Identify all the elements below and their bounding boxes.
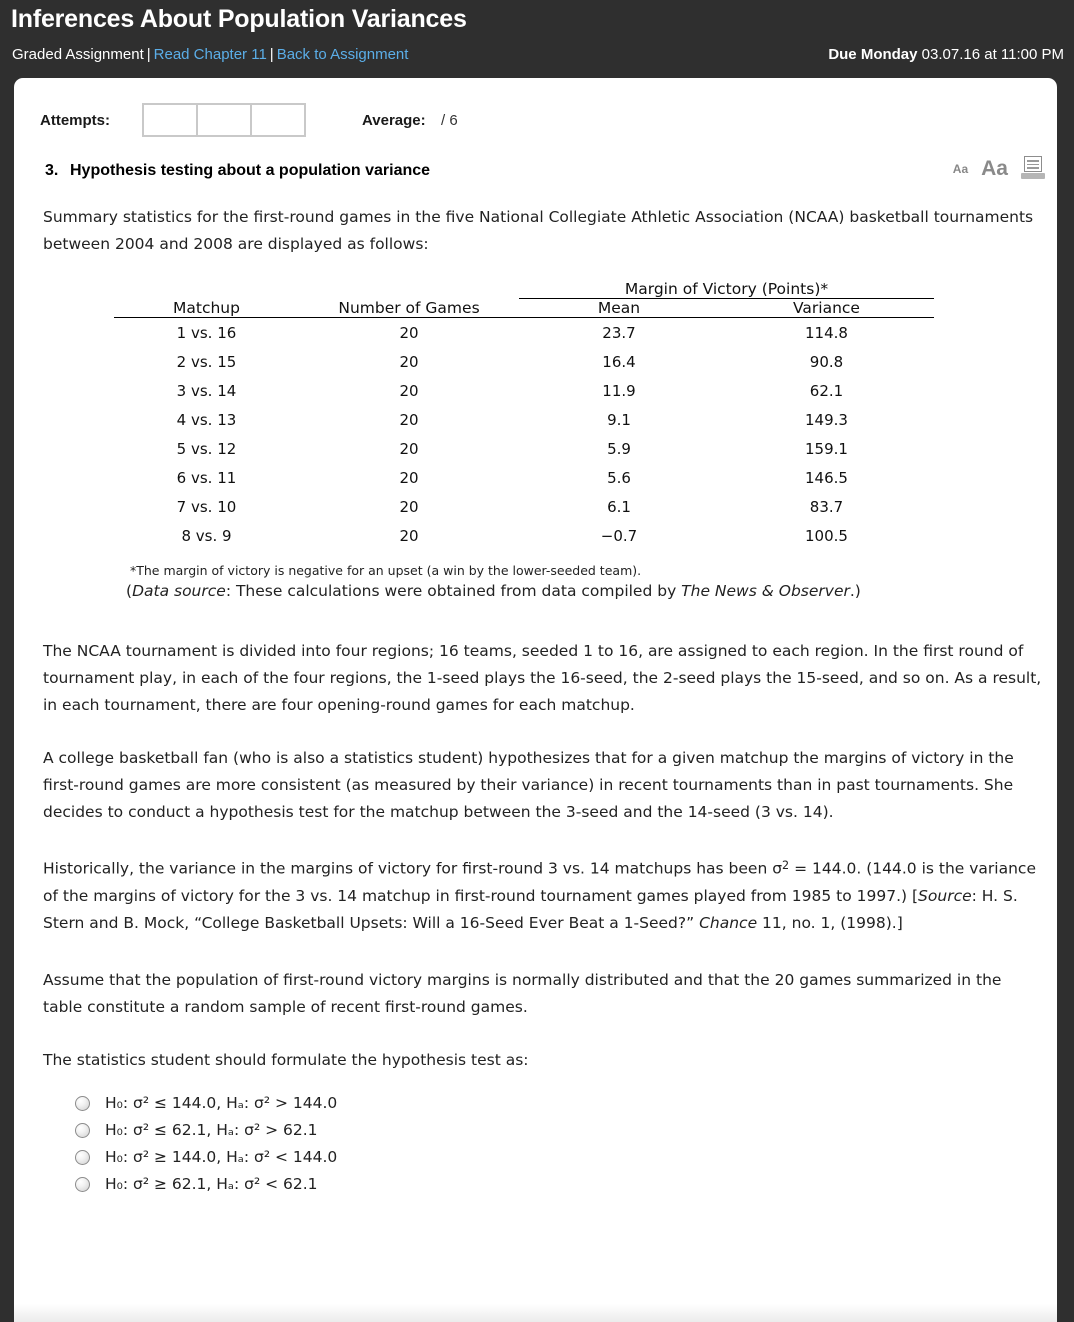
decrease-text-size-icon[interactable]: Aa	[952, 162, 969, 176]
span-spacer-games	[299, 280, 519, 299]
table-row	[114, 376, 934, 405]
back-to-assignment-link[interactable]: Back to Assignment	[276, 46, 409, 63]
source-mid: : These calculations were obtained from data compiled by	[225, 582, 682, 600]
assignment-type-label: Graded Assignment	[12, 46, 144, 63]
increase-text-size-icon[interactable]: Aa	[981, 157, 1008, 180]
cell-games: 20	[399, 323, 419, 342]
historical-source-italic: Source	[918, 886, 972, 905]
fan-hypothesis-paragraph: A college basketball fan (who is also a statistics student) hypothesizes that for a given matchup the margins of victory in the first-round games are more consistent (as measured by their variance) in recent tournaments than in past tournaments. She decides to conduct a hypothesis test for the matchup between the 3-seed and the 14-seed (3 vs. 14).	[43, 749, 1014, 821]
radio-button-icon[interactable]	[75, 1177, 90, 1192]
cell-matchup: 7 vs. 10	[176, 497, 237, 516]
cell-mean: 5.6	[607, 468, 631, 487]
attempt-box-3	[250, 103, 306, 137]
breadcrumb	[12, 46, 408, 63]
question-body	[14, 204, 1057, 1198]
cell-variance: 159.1	[805, 439, 848, 458]
cell-mean: 9.1	[607, 410, 631, 429]
cell-matchup: 4 vs. 13	[176, 410, 237, 429]
cell-variance: 83.7	[809, 497, 844, 516]
source-open: (	[126, 582, 133, 600]
table-row	[114, 521, 934, 550]
cell-matchup: 6 vs. 11	[176, 468, 237, 487]
hypothesis-option[interactable]	[75, 1171, 1057, 1198]
attempts-label: Attempts:	[40, 112, 110, 129]
table-footnote: *The margin of victory is negative for an upset (a win by the lower-seeded team).	[130, 563, 642, 578]
regions-paragraph: The NCAA tournament is divided into four regions; 16 teams, seeded 1 to 16, are assigned to each region. In the first round of tournament play, in each of the four regions, the 1-seed plays the 16-seed, the 2-seed plays the 15-seed, and so on. As a result, in each tournament, there are four opening-round games for each matchup.	[43, 642, 1042, 714]
table-span-header-row	[114, 280, 934, 299]
print-icon[interactable]	[1021, 156, 1045, 179]
attempt-box-2	[196, 103, 252, 137]
cell-games: 20	[399, 352, 419, 371]
table-row	[114, 492, 934, 521]
attempt-boxes-group	[142, 103, 306, 137]
historical-text-a: Historically, the variance in the margins of victory for first-round 3 vs. 14 matchups has been σ	[43, 859, 783, 878]
print-icon-line-1	[1027, 160, 1039, 162]
hypothesis-option[interactable]	[75, 1144, 1057, 1171]
average-label: Average:	[362, 112, 426, 129]
cell-games: 20	[399, 468, 419, 487]
table-span-header: Margin of Victory (Points)*	[519, 280, 934, 299]
cell-mean: 11.9	[602, 381, 636, 400]
historical-chance-italic: Chance	[699, 913, 758, 932]
historical-sigma-exponent: 2	[782, 859, 790, 872]
column-header-mean: Mean	[519, 299, 719, 318]
table-header-row	[114, 299, 934, 318]
content-panel	[14, 78, 1057, 1322]
hypothesis-option[interactable]	[75, 1117, 1057, 1144]
cell-mean: 23.7	[602, 323, 636, 342]
cell-mean: 16.4	[602, 352, 636, 371]
attempt-box-1	[142, 103, 198, 137]
question-header	[14, 157, 1057, 196]
page-title: Inferences About Population Variances	[11, 5, 467, 33]
radio-button-icon[interactable]	[75, 1096, 90, 1111]
table-data-source	[14, 578, 1057, 600]
cell-matchup: 2 vs. 15	[176, 352, 237, 371]
summary-statistics-table	[114, 280, 934, 550]
question-number: 3.	[45, 162, 59, 179]
hypothesis-option-label: H₀: σ² ≥ 144.0, Hₐ: σ² < 144.0	[105, 1148, 338, 1167]
hypothesis-option-label: H₀: σ² ≤ 62.1, Hₐ: σ² > 62.1	[105, 1121, 318, 1140]
cell-variance: 62.1	[809, 381, 844, 400]
due-prefix-label: Due Monday	[828, 46, 918, 63]
historical-text-d: 11, no. 1, (1998).]	[757, 913, 903, 932]
source-publication-italic: The News & Observer	[681, 582, 850, 600]
cell-games: 20	[399, 497, 419, 516]
attempts-status-row	[14, 78, 1057, 140]
cell-variance: 90.8	[809, 352, 844, 371]
cell-matchup: 5 vs. 12	[176, 439, 237, 458]
summary-table-wrap	[14, 258, 1057, 550]
summary-table-body	[114, 318, 934, 551]
print-icon-line-3	[1027, 167, 1039, 169]
due-value-label: 03.07.16 at 11:00 PM	[921, 46, 1064, 63]
panel-bottom-fade	[14, 1304, 1057, 1322]
cell-games: 20	[399, 381, 419, 400]
cell-mean: −0.7	[600, 526, 638, 545]
cell-matchup: 3 vs. 14	[176, 381, 237, 400]
cell-matchup: 1 vs. 16	[176, 323, 237, 342]
table-row	[114, 434, 934, 463]
print-icon-line-2	[1027, 164, 1039, 166]
cell-games: 20	[399, 439, 419, 458]
cell-mean: 5.9	[607, 439, 631, 458]
cell-variance: 146.5	[805, 468, 848, 487]
average-value: / 6	[441, 112, 458, 129]
print-icon-base	[1021, 173, 1045, 179]
table-row	[114, 405, 934, 434]
hypothesis-options-group	[14, 1074, 1057, 1198]
table-row	[114, 463, 934, 492]
table-row	[114, 318, 934, 348]
cell-variance: 149.3	[805, 410, 848, 429]
span-spacer-matchup	[114, 280, 299, 299]
hypothesis-option-label: H₀: σ² ≤ 144.0, Hₐ: σ² > 144.0	[105, 1094, 338, 1113]
breadcrumb-separator-2: |	[269, 46, 274, 63]
hypothesis-option-label: H₀: σ² ≥ 62.1, Hₐ: σ² < 62.1	[105, 1175, 318, 1194]
column-header-games: Number of Games	[299, 299, 519, 318]
column-header-matchup: Matchup	[114, 299, 299, 318]
intro-paragraph: Summary statistics for the first-round games in the five National Collegiate Athletic Association (NCAA) basketball tournaments between 2004 and 2008 are displayed as follows:	[43, 208, 1034, 253]
assumption-paragraph: Assume that the population of first-round victory margins is normally distributed and that the 20 games summarized in the table constitute a random sample of recent first-round games.	[43, 970, 1002, 1016]
cell-games: 20	[399, 410, 419, 429]
due-date	[828, 46, 1064, 63]
radio-button-icon[interactable]	[75, 1123, 90, 1138]
table-row	[114, 347, 934, 376]
formulate-prompt: The statistics student should formulate the hypothesis test as:	[43, 1050, 529, 1069]
historical-text-b: = 144.0. (144.0 is the variance of the margins of victory for the 3 vs. 14 matchup in first-round tournament games played from 1985 to 1997.) [	[43, 859, 1036, 905]
cell-variance: 114.8	[805, 323, 848, 342]
cell-variance: 100.5	[805, 526, 848, 545]
question-toolbar	[953, 156, 1045, 179]
breadcrumb-separator-1: |	[146, 46, 151, 63]
read-chapter-link[interactable]: Read Chapter 11	[153, 46, 267, 63]
page-header-bar	[0, 0, 1074, 78]
source-close: .)	[849, 582, 861, 600]
historical-variance-paragraph	[14, 852, 1057, 937]
column-header-variance: Variance	[719, 299, 934, 318]
source-label-italic: Data source	[132, 582, 226, 600]
radio-button-icon[interactable]	[75, 1150, 90, 1165]
cell-mean: 6.1	[607, 497, 631, 516]
question-title: Hypothesis testing about a population variance	[70, 162, 431, 179]
hypothesis-option[interactable]	[75, 1090, 1057, 1117]
cell-matchup: 8 vs. 9	[181, 526, 232, 545]
historical-text-c: : H. S. Stern and B. Mock, “College Basketball Upsets: Will a 16-Seed Ever Beat a 1-Seed?”	[43, 886, 1018, 932]
cell-games: 20	[399, 526, 419, 545]
